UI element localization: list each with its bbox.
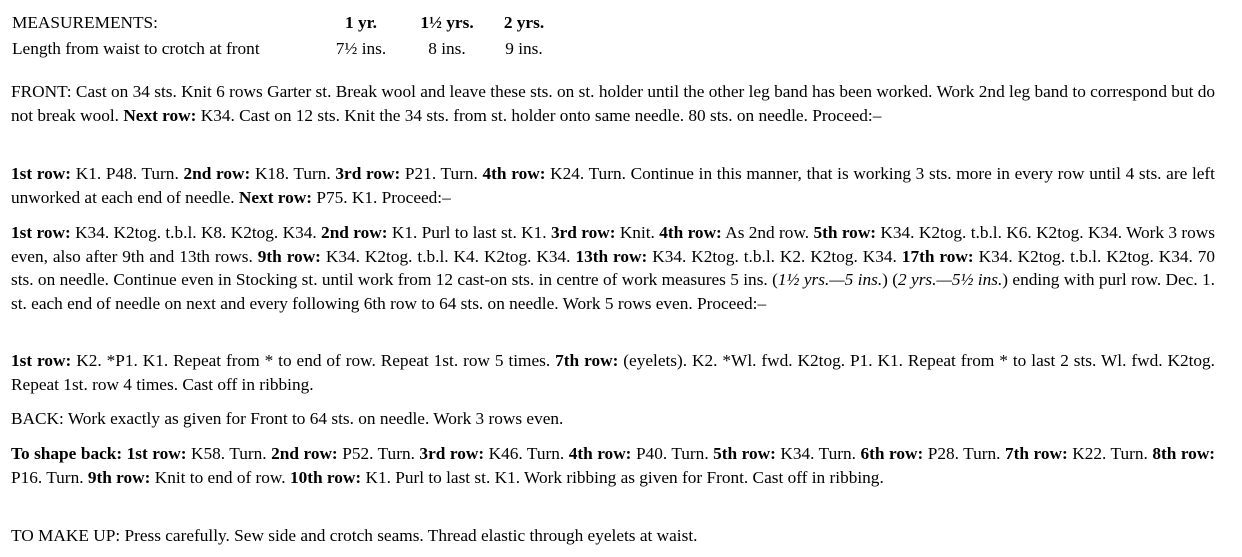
measurements-length-row	[12, 36, 556, 62]
size-2-years: 2 yrs.	[503, 13, 545, 32]
shaping-paragraph: 1st row: K1. P48. Turn. 2nd row: K18. Turn. 3rd row: P21. Turn. 4th row: K24. Turn. Continue in this manner, that is working 3 sts. more in every row until 4 sts. are left unworked at each end of needle. Next row: P75. K1. Proceed:–	[11, 164, 1215, 207]
size-1-5-years: 1½ yrs.	[420, 13, 474, 32]
make-up-paragraph: TO MAKE UP: Press carefully. Sew side and crotch seams. Thread elastic through eyelets at waist.	[11, 526, 698, 545]
length-label: Length from waist to crotch at front	[12, 39, 260, 58]
length-value-2-years: 9 ins.	[505, 39, 543, 58]
shape-back-paragraph: To shape back: 1st row: K58. Turn. 2nd row: P52. Turn. 3rd row: K46. Turn. 4th row: P40. Turn. 5th row: K34. Turn. 6th row: P28. Turn. 7th row: K22. Turn. 8th row: P16. Turn. 9th row: Knit to end of row. 10th row: K1. Purl to last st. K1. Work ribbing as given for Front. Cast off in ribbing.	[11, 444, 1216, 487]
back-paragraph: BACK: Work exactly as given for Front to 64 sts. on needle. Work 3 rows even.	[11, 409, 564, 428]
decreases-paragraph: 1st row: K34. K2tog. t.b.l. K8. K2tog. K34. 2nd row: K1. Purl to last st. K1. 3rd row: Knit. 4th row: As 2nd row. 5th row: K34. K2tog. t.b.l. K6. K2tog. K34. Work 3 rows even, also after 9th and 13th rows. 9th row: K34. K2tog. t.b.l. K4. K2tog. K34. 13th row: K34. K2tog. t.b.l. K2. K2tog. K34. 17th row: K34. K2tog. t.b.l. K2tog. K34. 70 sts. on needle. Continue even in Stocking st. until work from 12 cast-on sts. in centre of work measures 5 ins. (1½ yrs.—5 ins.) (2 yrs.—5½ ins.) ending with purl row. Dec. 1. st. each end of needle on next and every following 6th row to 64 sts. on needle. Work 5 rows even. Proceed:–	[11, 223, 1216, 313]
ribbing-paragraph: 1st row: K2. *P1. K1. Repeat from * to end of row. Repeat 1st. row 5 times. 7th row: (eyelets). K2. *Wl. fwd. K2tog. P1. K1. Repeat from * to last 2 sts. Wl. fwd. K2tog. Repeat 1st. row 4 times. Cast off in ribbing.	[11, 351, 1215, 394]
size-1-year: 1 yr.	[344, 13, 377, 32]
measurements-table	[12, 10, 556, 62]
front-paragraph: FRONT: Cast on 34 sts. Knit 6 rows Garter st. Break wool and leave these sts. on st. holder until the other leg band has been worked. Work 2nd leg band to correspond but do not break wool. Next row: K34. Cast on 12 sts. Knit the 34 sts. from st. holder onto same needle. 80 sts. on needle. Proceed:–	[11, 82, 1215, 125]
measurements-heading: MEASUREMENTS:	[12, 13, 158, 32]
measurements-header-row	[12, 10, 556, 36]
length-value-1-5-years: 8 ins.	[428, 39, 466, 58]
length-value-1-year: 7½ ins.	[335, 39, 387, 58]
